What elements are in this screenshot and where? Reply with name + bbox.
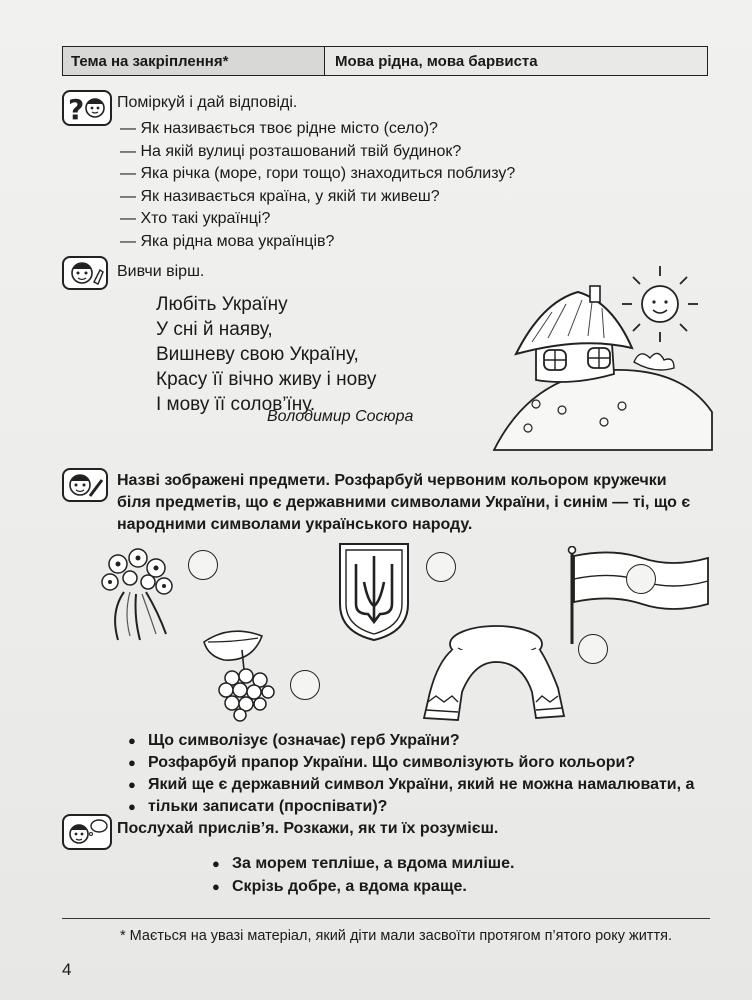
task2-title: Вивчи вірш. bbox=[117, 263, 205, 280]
task4-title: Послухай прислів’я. Розкажи, як ти їх розумієш. bbox=[117, 820, 499, 837]
color-circle-viburnum[interactable] bbox=[290, 670, 320, 700]
color-circle-coat-of-arms[interactable] bbox=[426, 552, 456, 582]
bread-towel-picture bbox=[418, 622, 568, 726]
question-list bbox=[120, 118, 515, 253]
coat-of-arms-picture bbox=[338, 542, 410, 642]
page-number: 4 bbox=[62, 960, 72, 979]
task1-title: Поміркуй і дай відповіді. bbox=[117, 94, 298, 111]
listen-boy-icon bbox=[62, 814, 112, 850]
question-item: — Хто такі українці? bbox=[120, 210, 271, 227]
proverb-list bbox=[212, 852, 514, 898]
task3-line: Назві зображені предмети. Розфарбуй червоним кольором кружечки bbox=[117, 472, 667, 489]
poem-line: У сні й наяву, bbox=[156, 319, 273, 340]
question-item: — Як називається твоє рідне місто (село)? bbox=[120, 120, 438, 137]
bullet-item: ● Розфарбуй прапор України. Що символізують його кольори? bbox=[128, 752, 694, 774]
poem-line: І мову її солов’їну. bbox=[156, 394, 316, 415]
poem bbox=[156, 292, 376, 417]
poem-line: Вишневу свою Україну, bbox=[156, 344, 359, 365]
coloring-boy-icon bbox=[62, 468, 108, 502]
color-circle-bread[interactable] bbox=[578, 634, 608, 664]
topic-label: Тема на закріплення* bbox=[63, 47, 325, 75]
task3-instruction bbox=[117, 470, 709, 536]
footnote: * Мається на увазі матеріал, який діти мали засвоїти протягом п’ятого року життя. bbox=[120, 928, 672, 944]
question-item: — Як називається країна, у якій ти живеш? bbox=[120, 187, 440, 205]
question-item: — На якій вулиці розташований твій будинок? bbox=[120, 142, 462, 160]
bullet-continuation-text: тільки записати (проспівати)? bbox=[148, 798, 388, 815]
bullet-item-continuation bbox=[128, 796, 694, 818]
question-item: — Яка рідна мова українців? bbox=[120, 232, 335, 250]
task3-question-list bbox=[128, 730, 694, 818]
viburnum-picture bbox=[200, 626, 290, 722]
color-circle-wreath[interactable] bbox=[188, 550, 218, 580]
topic-title: Мова рідна, мова барвиста bbox=[325, 47, 707, 75]
bullet-item: ● Який ще є державний символ України, який не можна намалювати, а bbox=[128, 774, 694, 796]
flower-wreath-picture bbox=[94, 544, 184, 644]
learn-boy-icon bbox=[62, 256, 108, 290]
poem-line: Любіть Україну bbox=[156, 294, 288, 315]
poem-author: Володимир Сосюра bbox=[267, 408, 414, 425]
bullet-item: ● Що символізує (означає) герб України? bbox=[128, 730, 694, 752]
footnote-divider bbox=[62, 918, 710, 919]
topic-table bbox=[62, 46, 708, 76]
proverb-item: ● За морем тепліше, а вдома миліше. bbox=[212, 852, 514, 875]
color-circle-flag[interactable] bbox=[626, 564, 656, 594]
house-sun-illustration bbox=[492, 262, 714, 452]
think-question-icon bbox=[62, 90, 112, 126]
question-item: — Яка річка (море, гори тощо) знаходиться поблизу? bbox=[120, 165, 516, 182]
task3-line: біля предметів, що є державними символами України, і синім — ті, що є bbox=[117, 494, 691, 511]
svg-text:?: ? bbox=[68, 93, 85, 126]
poem-line: Красу її вічно живу і нову bbox=[156, 369, 377, 390]
flag-picture bbox=[562, 546, 712, 646]
task3-line: народними символами українського народу. bbox=[117, 516, 473, 533]
proverb-item: ● Скрізь добре, а вдома краще. bbox=[212, 875, 514, 898]
